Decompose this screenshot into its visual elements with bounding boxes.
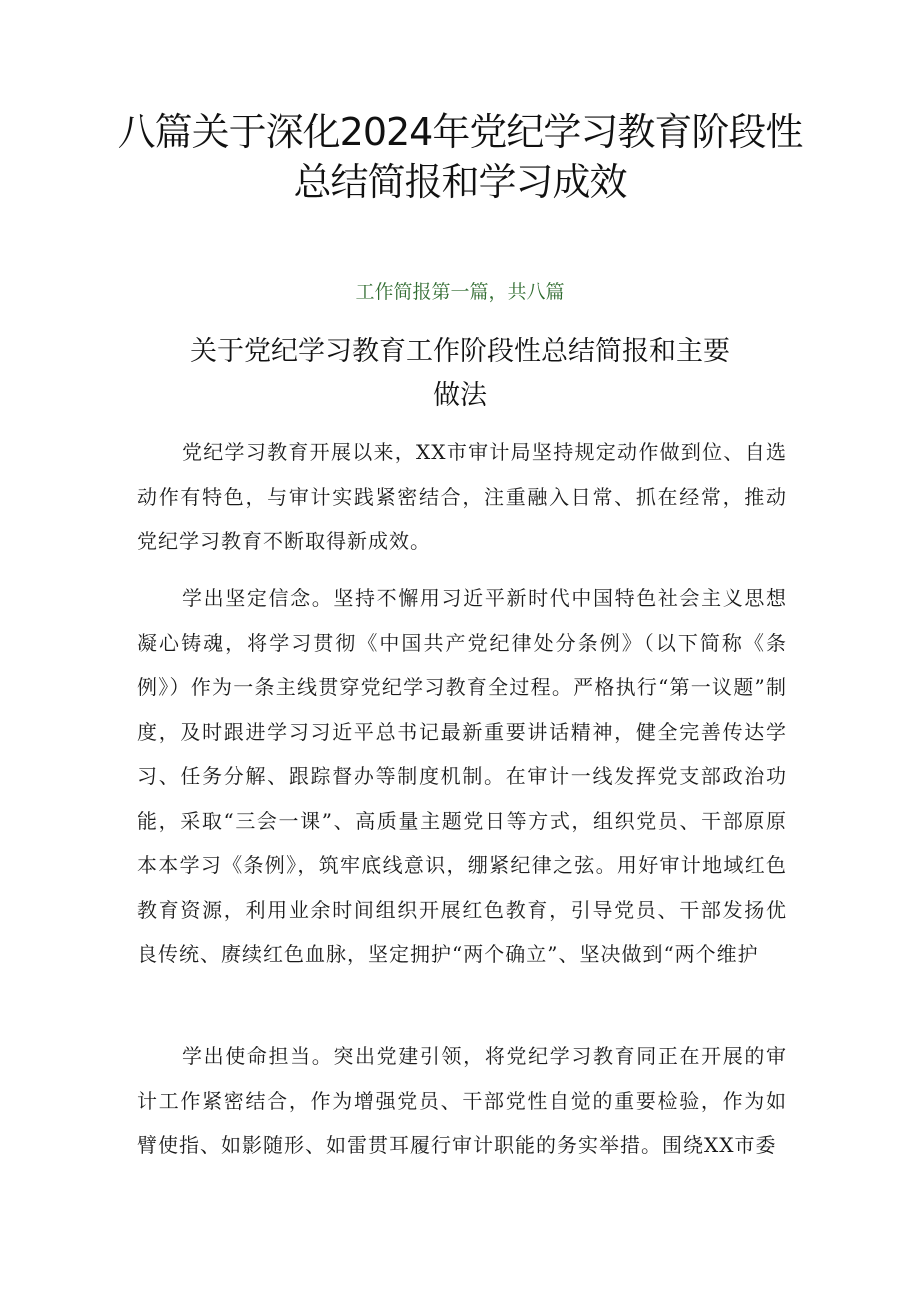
section-title-line-1: 关于党纪学习教育工作阶段性总结简报和主要	[190, 336, 730, 367]
section-title-line-2: 做法	[433, 380, 487, 411]
document-title-line-1: 八篇关于深化2024年党纪学习教育阶段性	[117, 110, 803, 154]
body-paragraph-mission: 学出使命担当。突出党建引领，将党纪学习教育同正在开展的审计工作紧密结合，作为增强党员、干部党性自觉的重要检验，作为如臂使指、如影随形、如雷贯耳履行审计职能的务实举措。围绕XX市委	[137, 1044, 787, 1157]
body-paragraph-intro: 党纪学习教育开展以来，XX市审计局坚持规定动作做到位、自选动作有特色，与审计实践紧密结合，注重融入日常、抓在经常，推动党纪学习教育不断取得新成效。	[137, 440, 787, 553]
document-title-line-2: 总结简报和学习成效	[293, 160, 627, 204]
series-label: 工作简报第一篇，共八篇	[355, 281, 565, 303]
body-paragraph-belief: 学出坚定信念。坚持不懈用习近平新时代中国特色社会主义思想凝心铸魂，将学习贯彻《中国共产党纪律处分条例》（以下简称《条例》）作为一条主线贯穿党纪学习教育全过程。严格执行“第一议题”制度，及时跟进学习习近平总书记最新重要讲话精神，健全完善传达学习、任务分解、跟踪督办等制度机制。在审计一线发挥党支部政治功能，采取“三会一课”、高质量主题党日等方式，组织党员、干部原原本本学习《条例》，筑牢底线意识，绷紧纪律之弦。用好审计地域红色教育资源，利用业余时间组织开展红色教育，引导党员、干部发扬优良传统、赓续红色血脉，坚定拥护“两个确立”、坚决做到“两个维护	[137, 586, 787, 966]
